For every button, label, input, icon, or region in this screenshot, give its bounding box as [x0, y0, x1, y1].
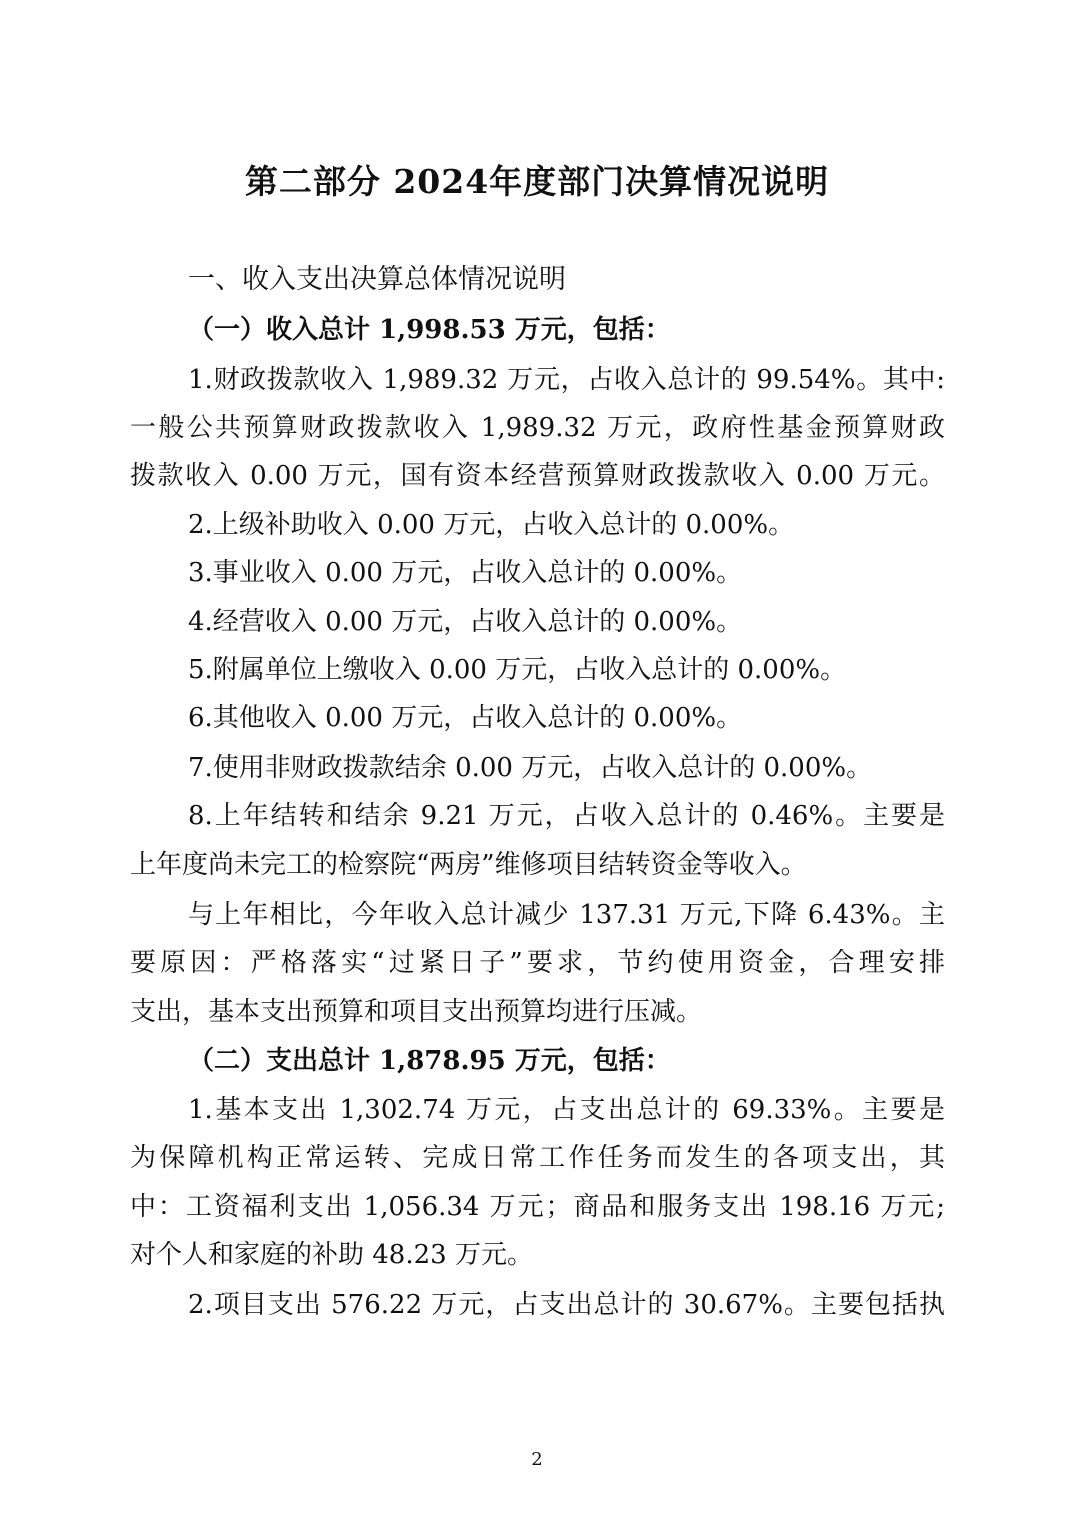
income-item1-line1: 1.财政拨款收入 1,989.32 万元，占收入总计的 99.54%。其中: — [188, 365, 945, 395]
expense-item2-line1: 2.项目支出 576.22 万元，占支出总计的 30.67%。主要包括执 — [188, 1290, 945, 1320]
page-number: 2 — [531, 1449, 543, 1470]
expense-item1-line1: 1.基本支出 1,302.74 万元，占支出总计的 69.33%。主要是 — [188, 1095, 945, 1125]
income-item8-line2: 上年度尚未完工的检察院“两房”维修项目结转资金等收入。 — [130, 850, 807, 880]
income-item1-line2: 一般公共预算财政拨款收入 1,989.32 万元，政府性基金预算财政 — [130, 413, 945, 443]
income-heading: （一）收入总计 1,998.53 万元，包括： — [188, 315, 671, 345]
income-item6: 6.其他收入 0.00 万元，占收入总计的 0.00%。 — [188, 703, 743, 733]
expense-item1-line2: 为保障机构正常运转、完成日常工作任务而发生的各项支出，其 — [130, 1143, 945, 1173]
income-compare-line3: 支出，基本支出预算和项目支出预算均进行压减。 — [130, 997, 703, 1027]
income-compare-line1: 与上年相比，今年收入总计减少 137.31 万元,下降 6.43%。主 — [188, 900, 945, 930]
page-title: 第二部分 2024年度部门决算情况说明 — [244, 162, 830, 201]
income-compare-line2: 要原因：严格落实“过紧日子”要求，节约使用资金，合理安排 — [130, 948, 945, 978]
income-item1-line3: 拨款收入 0.00 万元，国有资本经营预算财政拨款收入 0.00 万元。 — [130, 461, 945, 491]
income-item8-line1: 8.上年结转和结余 9.21 万元，占收入总计的 0.46%。主要是 — [188, 801, 945, 831]
expense-item1-line3: 中：工资福利支出 1,056.34 万元；商品和服务支出 198.16 万元; — [130, 1192, 945, 1222]
expense-heading: （二）支出总计 1,878.95 万元，包括： — [188, 1046, 671, 1076]
income-item2: 2.上级补助收入 0.00 万元，占收入总计的 0.00%。 — [188, 510, 795, 540]
section-heading: 一、收入支出决算总体情况说明 — [188, 264, 566, 295]
expense-item1-line4: 对个人和家庭的补助 48.23 万元。 — [130, 1240, 533, 1270]
income-item4: 4.经营收入 0.00 万元，占收入总计的 0.00%。 — [188, 607, 743, 637]
income-item7: 7.使用非财政拨款结余 0.00 万元，占收入总计的 0.00%。 — [188, 753, 873, 783]
income-item5: 5.附属单位上缴收入 0.00 万元，占收入总计的 0.00%。 — [188, 655, 847, 685]
income-item3: 3.事业收入 0.00 万元，占收入总计的 0.00%。 — [188, 558, 743, 588]
